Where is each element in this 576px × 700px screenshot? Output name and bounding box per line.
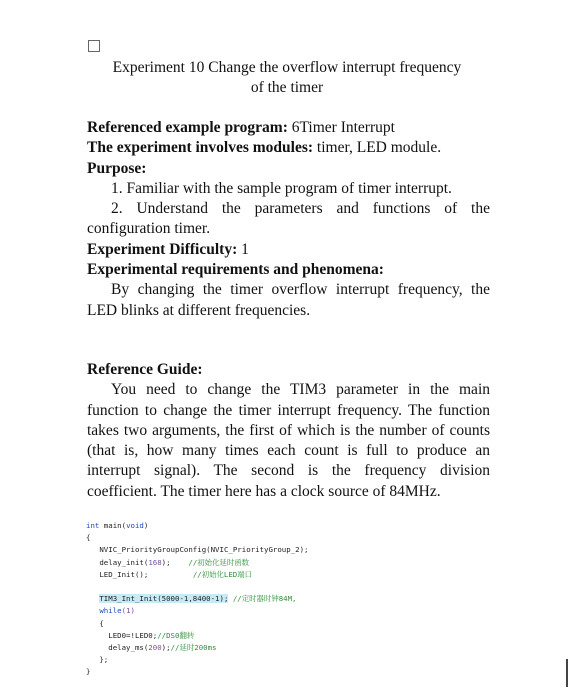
difficulty-label: Experiment Difficulty: xyxy=(87,240,238,258)
experiment-info xyxy=(87,118,490,321)
code-brace: }; xyxy=(99,655,109,665)
modules-label: The experiment involves modules: xyxy=(87,139,314,157)
reference-guide-text: You need to change the TIM3 parameter in the main function to change the timer interrupt frequency. The function takes two arguments, the first of which is the number of counts (that is, how many times each count is full to produce an interrupt signal). The second is the frequency division coefficient. The timer here has a clock source of 84MHz. xyxy=(87,381,490,500)
code-text: delay_ms( xyxy=(108,642,149,652)
code-brace: } xyxy=(86,667,91,677)
requirements-heading: Experimental requirements and phenomena: xyxy=(87,261,384,279)
code-highlight: TIM3_Int_Init(5000-1,8400-1); xyxy=(99,594,229,604)
code-number: (1) xyxy=(121,606,135,616)
code-comment: //初始化延时函数 xyxy=(188,557,250,567)
code-comment: //初始化LED端口 xyxy=(192,569,253,579)
referenced-program-value: 6Timer Interrupt xyxy=(291,119,395,136)
code-brace: { xyxy=(99,618,104,628)
referenced-program-label: Referenced example program: xyxy=(87,119,288,136)
code-line-3 xyxy=(86,544,386,556)
code-number: 200 xyxy=(148,642,162,652)
purpose-item-2: 2. Understand the parameters and functions of the configuration timer. xyxy=(87,200,490,238)
code-keyword: int xyxy=(86,521,100,530)
code-text: ); xyxy=(161,642,171,652)
code-line-8 xyxy=(86,618,386,630)
code-comment: //定时器时钟84M, xyxy=(232,594,297,604)
code-text: ); xyxy=(161,557,171,567)
code-line-7 xyxy=(86,605,386,617)
code-comment: //DS0翻转 xyxy=(157,630,195,640)
code-line-12 xyxy=(86,666,386,678)
code-text: delay_init( xyxy=(99,557,149,567)
modules xyxy=(87,138,490,158)
code-text: LED_Init(); xyxy=(99,569,149,579)
purpose-item-1: 1. Familiar with the sample program of timer interrupt. xyxy=(111,179,452,197)
purpose-heading: Purpose: xyxy=(87,159,147,177)
code-text: ) xyxy=(143,521,149,530)
code-comment: //延时200ms xyxy=(170,642,217,652)
code-snippet xyxy=(86,520,386,678)
page-title xyxy=(86,58,488,98)
code-line-9 xyxy=(86,630,386,642)
modules-value: timer, LED module. xyxy=(316,139,442,157)
reference-guide xyxy=(87,360,490,502)
code-line-5 xyxy=(86,569,386,581)
code-keyword: while xyxy=(99,606,122,616)
code-line-blank xyxy=(86,581,386,593)
code-text: main( xyxy=(99,521,127,530)
difficulty-value: 1 xyxy=(241,240,249,258)
title-line-1: Experiment 10 Change the overflow interrupt frequency xyxy=(112,59,462,76)
referenced-program xyxy=(87,118,490,138)
difficulty xyxy=(87,240,490,260)
code-line-2 xyxy=(86,532,386,544)
code-brace: { xyxy=(86,533,91,543)
code-text: LED0=!LED0; xyxy=(108,630,158,640)
checkbox-icon[interactable] xyxy=(88,40,100,52)
code-line-4 xyxy=(86,557,386,569)
reference-guide-heading: Reference Guide: xyxy=(87,361,203,378)
title-line-2: of the timer xyxy=(250,79,324,96)
code-text: NVIC_PriorityGroupConfig(NVIC_PriorityGroup_2); xyxy=(99,545,309,555)
code-line-1 xyxy=(86,520,386,532)
requirements-text: By changing the timer overflow interrupt frequency, the LED blinks at different frequencies. xyxy=(87,281,490,319)
code-number: 168 xyxy=(148,557,162,567)
code-line-11 xyxy=(86,654,386,666)
text-cursor-icon xyxy=(566,659,568,687)
code-line-6 xyxy=(86,593,386,605)
code-keyword: void xyxy=(126,521,144,530)
code-line-10 xyxy=(86,642,386,654)
